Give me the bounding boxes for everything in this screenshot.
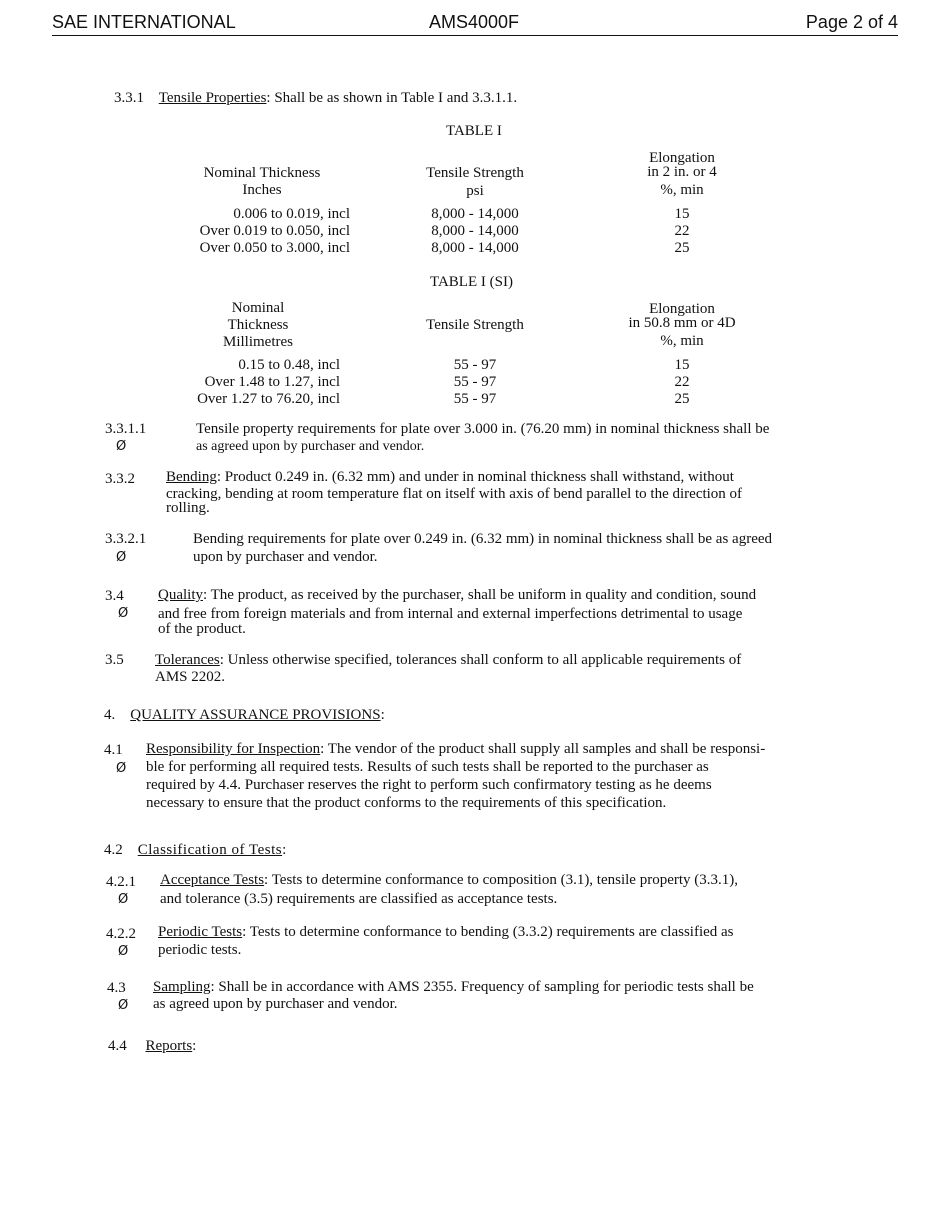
- section-body: Periodic Tests: Tests to determine conformance to bending (3.3.2) requirements are classified as periodic tests.: [158, 924, 734, 958]
- table-1-si-header-thickness: Nominal Thickness Millimetres: [223, 300, 293, 350]
- section-number: 4.4: [108, 1038, 127, 1054]
- table-1-header-strength: Tensile Strength psi: [426, 165, 524, 199]
- section-number: 3.3.2.1: [105, 531, 147, 547]
- section-body: Bending requirements for plate over 0.249 in. (6.32 mm) in nominal thickness shall be as agreed upon by purchaser and vendor.: [193, 531, 773, 565]
- header-page-number: Page 2 of 4: [805, 12, 898, 32]
- section-number: 4.2.1: [106, 874, 136, 890]
- table-1-row-1-thickness: 0.006 to 0.019, incl: [233, 206, 350, 222]
- section-body: Acceptance Tests: Tests to determine conformance to composition (3.1), tensile property (3.3.1), and tolerance (3.5) requirements are classified as acceptance tests.: [160, 872, 739, 907]
- table-1-row-3-thickness: Over 0.050 to 3.000, incl: [199, 240, 350, 256]
- table-1-si-header-elongation: Elongation in 50.8 mm or 4D %, min: [628, 301, 736, 349]
- page-header: [52, 13, 898, 36]
- table-1-row-1-strength: 8,000 - 14,000: [431, 206, 519, 222]
- table-1-si-row-2-strength: 55 - 97: [453, 374, 497, 390]
- section-number: 4.1: [104, 742, 123, 758]
- table-1-si-row-1-elongation: 15: [674, 357, 690, 373]
- revision-mark: Ø: [118, 892, 129, 907]
- section-title: Bending: [166, 469, 217, 485]
- revision-mark: Ø: [118, 944, 129, 959]
- section-4-2: 4.2 Classification of Tests:: [104, 842, 287, 858]
- revision-mark: Ø: [118, 606, 129, 621]
- table-1-si-row-3-thickness: Over 1.27 to 76.20, incl: [197, 391, 340, 407]
- section-title: Tensile Properties: [158, 90, 267, 106]
- table-1-row-2-elongation: 22: [674, 223, 690, 239]
- table-1-header-elongation: Elongation in 2 in. or 4 %, min: [647, 150, 717, 198]
- section-number: 3.3.1: [114, 90, 144, 106]
- section-number: 4.2.2: [106, 926, 136, 942]
- section-body: Bending: Product 0.249 in. (6.32 mm) and under in nominal thickness shall withstand, without cracking, bending at room temperature flat on itself with axis of bend parallel to the direction of rolling.: [166, 469, 743, 516]
- section-number: 3.4: [105, 588, 124, 604]
- section-title: Periodic Tests: [158, 924, 243, 940]
- section-number: 4.2: [104, 842, 123, 858]
- section-number: 3.3.1.1: [105, 421, 147, 437]
- section-body: Sampling: Shall be in accordance with AMS 2355. Frequency of sampling for periodic tests shall be as agreed upon by purchaser and vendor.: [153, 979, 754, 1012]
- table-1-si-row-1-thickness: 0.15 to 0.48, incl: [238, 357, 340, 373]
- table-1-si-row-2-elongation: 22: [674, 374, 690, 390]
- section-body: Quality: The product, as received by the purchaser, shall be uniform in quality and condition, sound and free from foreign materials and from internal and external imperfections detrimental to usage of the product.: [158, 587, 757, 637]
- section-3-3-1: [114, 90, 517, 107]
- table-1-row-1-elongation: 15: [674, 206, 690, 222]
- section-title: Sampling: [153, 979, 211, 995]
- table-1-row-2-thickness: Over 0.019 to 0.050, incl: [199, 223, 350, 239]
- section-number: 4.: [104, 707, 116, 723]
- section-title: Tolerances: [155, 652, 220, 668]
- header-document-id: AMS4000F: [429, 12, 520, 32]
- table-1-si-title: TABLE I (SI): [430, 274, 513, 290]
- section-number: 4.3: [107, 980, 126, 996]
- section-title: Classification of Tests: [137, 842, 283, 858]
- revision-mark: Ø: [116, 550, 127, 565]
- section-title: Quality: [158, 587, 203, 603]
- section-number: 3.5: [105, 652, 124, 668]
- revision-mark: Ø: [118, 998, 129, 1013]
- table-1-row-2-strength: 8,000 - 14,000: [431, 223, 519, 239]
- section-title: Acceptance Tests: [160, 872, 265, 888]
- section-body: Tensile property requirements for plate over 3.000 in. (76.20 mm) in nominal thickness shall be as agreed upon by purchaser and vendor.: [196, 421, 770, 454]
- table-1-si-row-1-strength: 55 - 97: [453, 357, 497, 373]
- section-number: 3.3.2: [105, 471, 135, 487]
- table-1-si-row-2-thickness: Over 1.48 to 1.27, incl: [204, 374, 340, 390]
- header-organization: SAE INTERNATIONAL: [52, 12, 236, 32]
- section-body: Tolerances: Unless otherwise specified, tolerances shall conform to all applicable requirements of AMS 2202.: [155, 652, 742, 685]
- table-1-si-row-3-strength: 55 - 97: [453, 391, 497, 407]
- table-1-title: TABLE I: [446, 123, 502, 139]
- section-title: Reports: [145, 1038, 193, 1054]
- revision-mark: Ø: [116, 439, 127, 454]
- section-4-4: 4.4 Reports:: [108, 1038, 197, 1054]
- section-title: QUALITY ASSURANCE PROVISIONS: [130, 707, 381, 723]
- section-title: Responsibility for Inspection: [146, 741, 321, 757]
- table-1-row-3-strength: 8,000 - 14,000: [431, 240, 519, 256]
- table-1-si-row-3-elongation: 25: [674, 391, 690, 407]
- table-1-row-3-elongation: 25: [674, 240, 690, 256]
- section-4: 4. QUALITY ASSURANCE PROVISIONS:: [104, 707, 385, 723]
- table-1-header-thickness: Nominal Thickness Inches: [203, 165, 321, 198]
- revision-mark: Ø: [116, 761, 127, 776]
- table-1-si-header-strength: Tensile Strength: [426, 317, 524, 333]
- section-text: : Shall be as shown in Table I and 3.3.1.1.: [266, 90, 518, 106]
- section-body: Responsibility for Inspection: The vendor of the product shall supply all samples and shall be responsi- ble for performing all required tests. Results of such tests shall be reported to the purchaser as required by 4.4. Purchaser reserves the right to perform such confirmatory testing as he deems necessary to ensure that the product conforms to the requirements of this specification.: [146, 741, 766, 811]
